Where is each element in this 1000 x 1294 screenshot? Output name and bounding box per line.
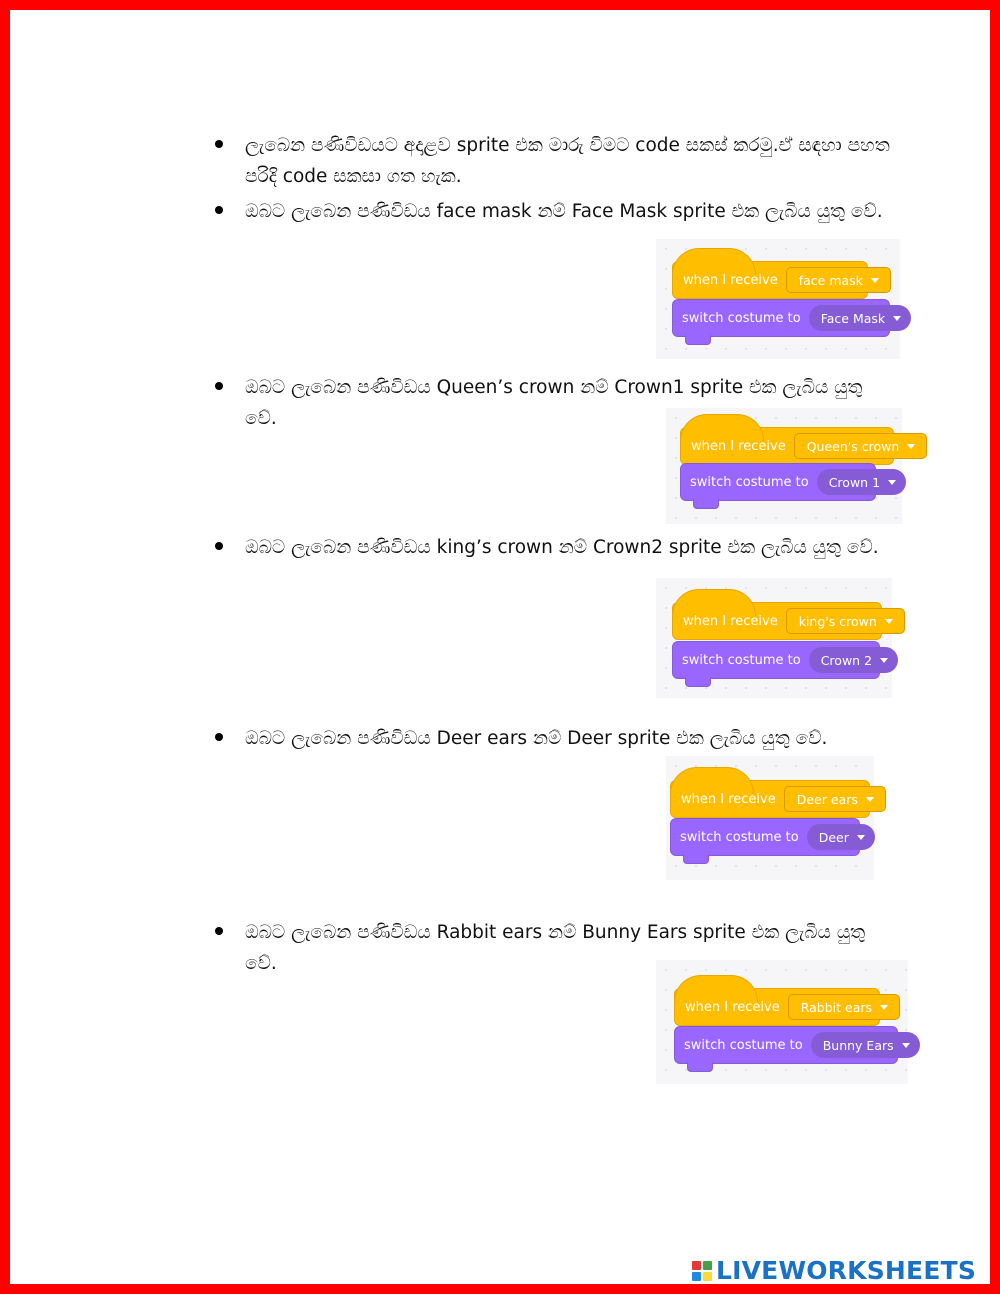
message-dropdown[interactable] [788, 994, 900, 1020]
switch-costume-block [674, 1026, 898, 1064]
costume-dropdown[interactable] [807, 824, 875, 850]
instruction-text: ඔබට ලැබෙන පණිවිඩය king’s crown නම් Crown2 sprite එක ලැබිය යුතු වේ. [245, 537, 879, 558]
switch-costume-block [672, 299, 890, 337]
costume-value: Face Mask [820, 310, 886, 326]
costume-dropdown[interactable] [811, 1032, 920, 1058]
message-dropdown[interactable] [784, 786, 886, 812]
block-notch [683, 854, 709, 864]
message-dropdown[interactable] [794, 433, 928, 459]
code-snippet-kings-crown [656, 578, 892, 698]
hat-label: when I receive [685, 999, 780, 1015]
action-label: switch costume to [690, 474, 809, 490]
caret-down-icon [885, 619, 893, 624]
bullet-icon [215, 382, 223, 390]
costume-dropdown[interactable] [809, 305, 911, 331]
instruction-text: ඔබට ලැබෙන පණිවිඩය Rabbit ears නම් Bunny Ears sprite එක ලැබිය යුතු වේ. [245, 922, 866, 974]
caret-down-icon [893, 316, 901, 321]
when-i-receive-block [670, 780, 870, 818]
instruction-text: ඔබට ලැබෙන පණිවිඩය Queen’s crown නම් Crown1 sprite එක ලැබිය යුතු වේ. [245, 377, 863, 429]
hat-label: when I receive [683, 613, 778, 629]
bullet-icon [215, 733, 223, 741]
when-i-receive-block [672, 261, 868, 299]
caret-down-icon [857, 835, 865, 840]
block-notch [685, 335, 711, 345]
action-label: switch costume to [682, 310, 801, 326]
switch-costume-block [670, 818, 860, 856]
hat-label: when I receive [691, 438, 786, 454]
action-label: switch costume to [682, 652, 801, 668]
hat-cap [680, 414, 764, 441]
instruction-text: ඔබට ලැබෙන පණිවිඩය Deer ears නම් Deer sprite එක ලැබිය යුතු වේ. [245, 728, 828, 749]
code-snippet-face-mask [656, 239, 900, 359]
instruction-text: ලැබෙන පණිවිඩයට අදාළව sprite එක මාරු විමට code සකස් කරමු.ඒ සඳහා පහත පරිදි code සකසා ගත හැක. [245, 135, 890, 187]
message-value: Rabbit ears [800, 999, 873, 1015]
caret-down-icon [871, 278, 879, 283]
instruction-item [215, 196, 895, 227]
code-snippet-queens-crown [666, 408, 902, 524]
message-value: Deer ears [796, 791, 858, 807]
message-dropdown[interactable] [786, 608, 905, 634]
message-value: king's crown [798, 613, 877, 629]
hat-label: when I receive [683, 272, 778, 288]
instruction-text: ඔබට ලැබෙන පණිවිඩය face mask නම් Face Mask sprite එක ලැබිය යුතු වේ. [245, 201, 883, 222]
block-notch [693, 499, 719, 509]
code-snippet-deer-ears [666, 756, 874, 880]
instruction-item [215, 532, 895, 563]
switch-costume-block [680, 463, 881, 501]
block-notch [685, 677, 711, 687]
instruction-item [215, 130, 895, 192]
bullet-icon [215, 140, 223, 148]
caret-down-icon [907, 444, 915, 449]
hat-cap [670, 767, 754, 794]
message-value: face mask [798, 272, 863, 288]
hat-label: when I receive [681, 791, 776, 807]
caret-down-icon [902, 1043, 910, 1048]
when-i-receive-block [674, 988, 880, 1026]
hat-cap [674, 975, 758, 1002]
bullet-icon [215, 206, 223, 214]
caret-down-icon [880, 1005, 888, 1010]
caret-down-icon [880, 658, 888, 663]
message-value: Queen's crown [806, 438, 900, 454]
block-notch [687, 1062, 713, 1072]
costume-value: Crown 2 [820, 652, 873, 668]
costume-dropdown[interactable] [817, 469, 906, 495]
hat-cap [672, 248, 756, 275]
brand-name: LIVEWORKSHEETS [716, 1256, 977, 1285]
instruction-item [215, 723, 895, 754]
hat-cap [672, 589, 756, 616]
logo-grid-icon [692, 1261, 712, 1281]
bullet-icon [215, 542, 223, 550]
action-label: switch costume to [684, 1037, 803, 1053]
switch-costume-block [672, 641, 880, 679]
code-snippet-rabbit-ears [656, 960, 908, 1084]
costume-value: Crown 1 [828, 474, 881, 490]
action-label: switch costume to [680, 829, 799, 845]
message-dropdown[interactable] [786, 267, 891, 293]
costume-dropdown[interactable] [809, 647, 898, 673]
bullet-icon [215, 927, 223, 935]
liveworksheets-logo[interactable] [692, 1256, 976, 1285]
when-i-receive-block [680, 427, 900, 465]
caret-down-icon [866, 797, 874, 802]
costume-value: Deer [818, 829, 849, 845]
costume-value: Bunny Ears [822, 1037, 894, 1053]
when-i-receive-block [672, 602, 882, 640]
caret-down-icon [888, 480, 896, 485]
